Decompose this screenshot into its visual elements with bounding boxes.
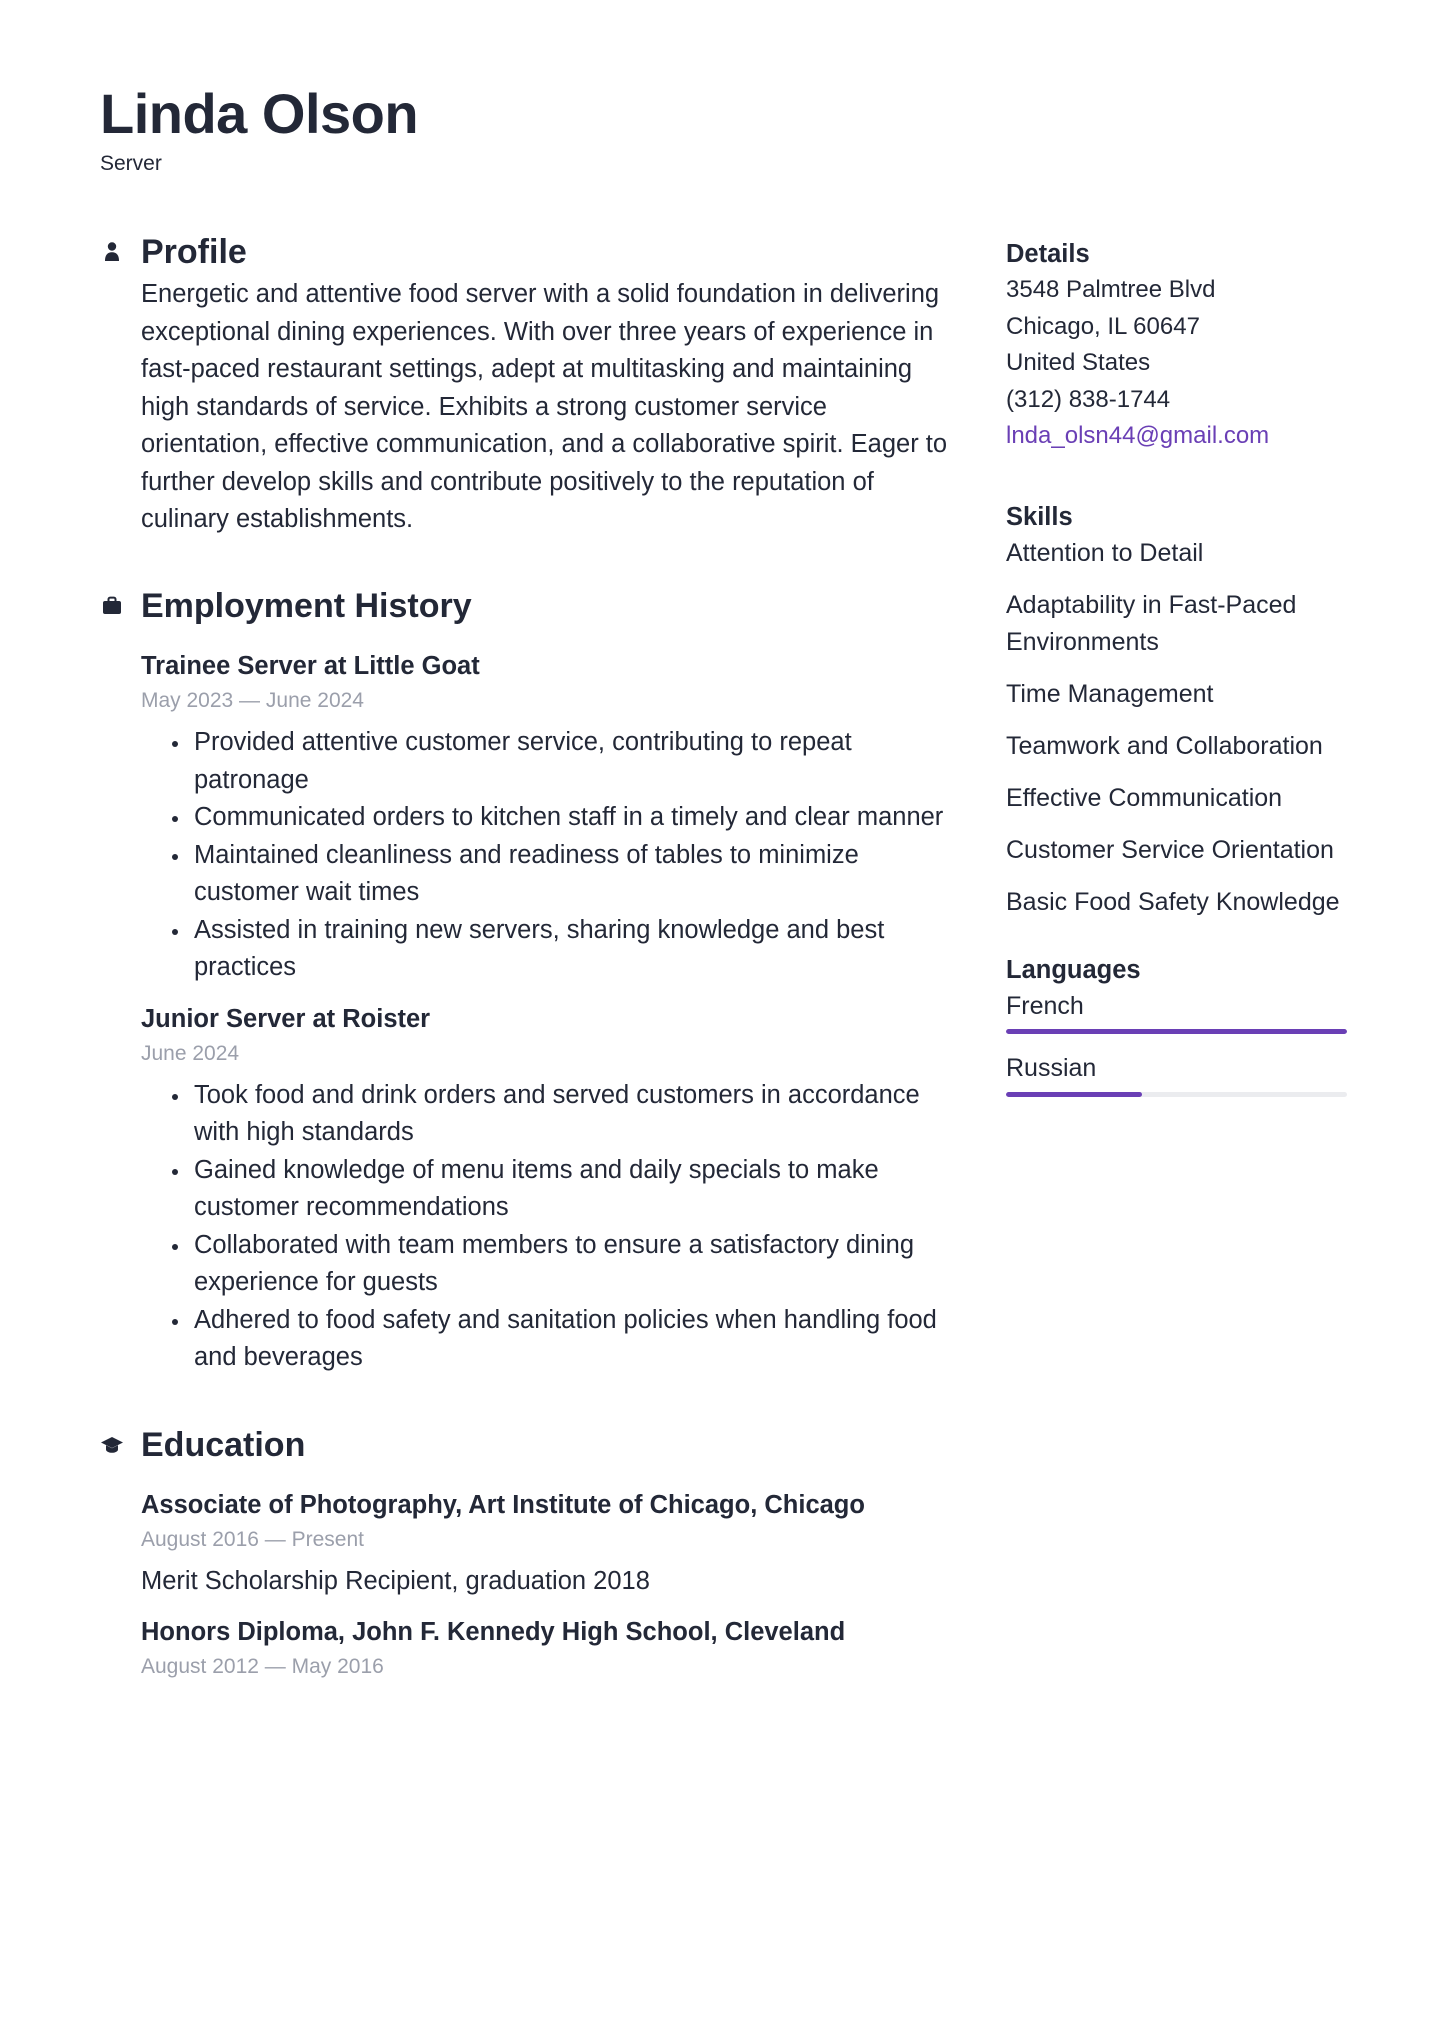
skill-item: Teamwork and Collaboration <box>1006 732 1323 760</box>
skill-item: Adaptability in Fast-Paced Environments <box>1006 590 1297 656</box>
job-heading: Trainee Server at Little Goat <box>141 652 480 680</box>
skills-title: Skills <box>1006 502 1073 531</box>
education-entry <box>141 1614 950 1684</box>
language-level-fill <box>1006 1029 1347 1034</box>
candidate-name: Linda Olson <box>100 82 419 145</box>
profile-summary: Energetic and attentive food server with a solid foundation in delivering exceptional dining experiences. With over three years of experience in fast-paced restaurant settings, adept at multitasking and maintaining high standards of service. Exhibits a strong customer service orientation, effective communication, and a collaborative spirit. Eager to further develop skills and contribute positively to the reputation of culinary establishments. <box>141 280 948 533</box>
phone: (312) 838-1744 <box>1006 385 1171 413</box>
language-level-bar <box>1006 1092 1347 1097</box>
skills-block <box>1006 499 1348 922</box>
job-bullet: Communicated orders to kitchen staff in a timely and clear manner <box>194 799 950 837</box>
job-bullet: Took food and drink orders and served customers in accordance with high standards <box>194 1077 950 1152</box>
profile-title: Profile <box>141 233 247 271</box>
country: United States <box>1006 349 1151 376</box>
candidate-job-title: Server <box>100 152 162 175</box>
education-dates: August 2012 — May 2016 <box>141 1655 384 1678</box>
resume-header <box>100 78 418 178</box>
language-name: French <box>1006 991 1084 1020</box>
education-section <box>100 1421 950 1685</box>
employment-section <box>100 582 950 1377</box>
education-dates: August 2016 — Present <box>141 1527 364 1551</box>
details-block <box>1006 236 1348 455</box>
education-heading: Honors Diploma, John F. Kennedy High School, Cleveland <box>141 1618 846 1646</box>
details-title: Details <box>1006 240 1090 268</box>
skill-item: Customer Service Orientation <box>1006 836 1334 864</box>
job-entry <box>141 648 950 987</box>
employment-title: Employment History <box>141 587 472 625</box>
skill-item: Time Management <box>1006 680 1214 708</box>
job-dates: June 2024 <box>141 1041 240 1065</box>
language-name: Russian <box>1006 1054 1097 1082</box>
skill-item: Attention to Detail <box>1006 538 1204 567</box>
education-title: Education <box>141 1425 306 1464</box>
skill-item: Basic Food Safety Knowledge <box>1006 888 1340 916</box>
job-heading: Junior Server at Roister <box>141 1004 431 1033</box>
address-line1: 3548 Palmtree Blvd <box>1006 276 1216 303</box>
job-dates: May 2023 — June 2024 <box>141 689 364 712</box>
sidebar <box>1006 236 1348 1141</box>
languages-title: Languages <box>1006 955 1141 984</box>
main-column <box>100 228 950 1684</box>
graduation-cap-icon <box>100 1433 124 1457</box>
education-entry <box>141 1487 950 1601</box>
profile-section <box>100 228 950 582</box>
language-level-fill <box>1006 1092 1142 1097</box>
job-bullet: Collaborated with team members to ensure a satisfactory dining experience for guests <box>194 1227 950 1302</box>
job-entry <box>141 1001 950 1377</box>
skill-item: Effective Communication <box>1006 784 1283 812</box>
email-link[interactable]: lnda_olsn44@gmail.com <box>1006 422 1270 449</box>
person-icon <box>100 240 124 264</box>
job-bullet: Maintained cleanliness and readiness of tables to minimize customer wait times <box>194 837 950 912</box>
education-description: Merit Scholarship Recipient, graduation 2018 <box>141 1566 650 1595</box>
languages-block <box>1006 952 1348 1097</box>
education-heading: Associate of Photography, Art Institute of Chicago, Chicago <box>141 1490 865 1519</box>
language-level-bar <box>1006 1029 1347 1034</box>
job-bullet: Gained knowledge of menu items and daily specials to make customer recommendations <box>194 1152 950 1227</box>
address-line2: Chicago, IL 60647 <box>1006 312 1200 340</box>
job-bullets <box>141 1077 950 1377</box>
briefcase-icon <box>100 594 124 618</box>
job-bullet: Adhered to food safety and sanitation policies when handling food and beverages <box>194 1302 950 1377</box>
job-bullet: Provided attentive customer service, contributing to repeat patronage <box>194 724 950 799</box>
job-bullet: Assisted in training new servers, sharing knowledge and best practices <box>194 912 950 987</box>
job-bullets <box>141 724 950 987</box>
